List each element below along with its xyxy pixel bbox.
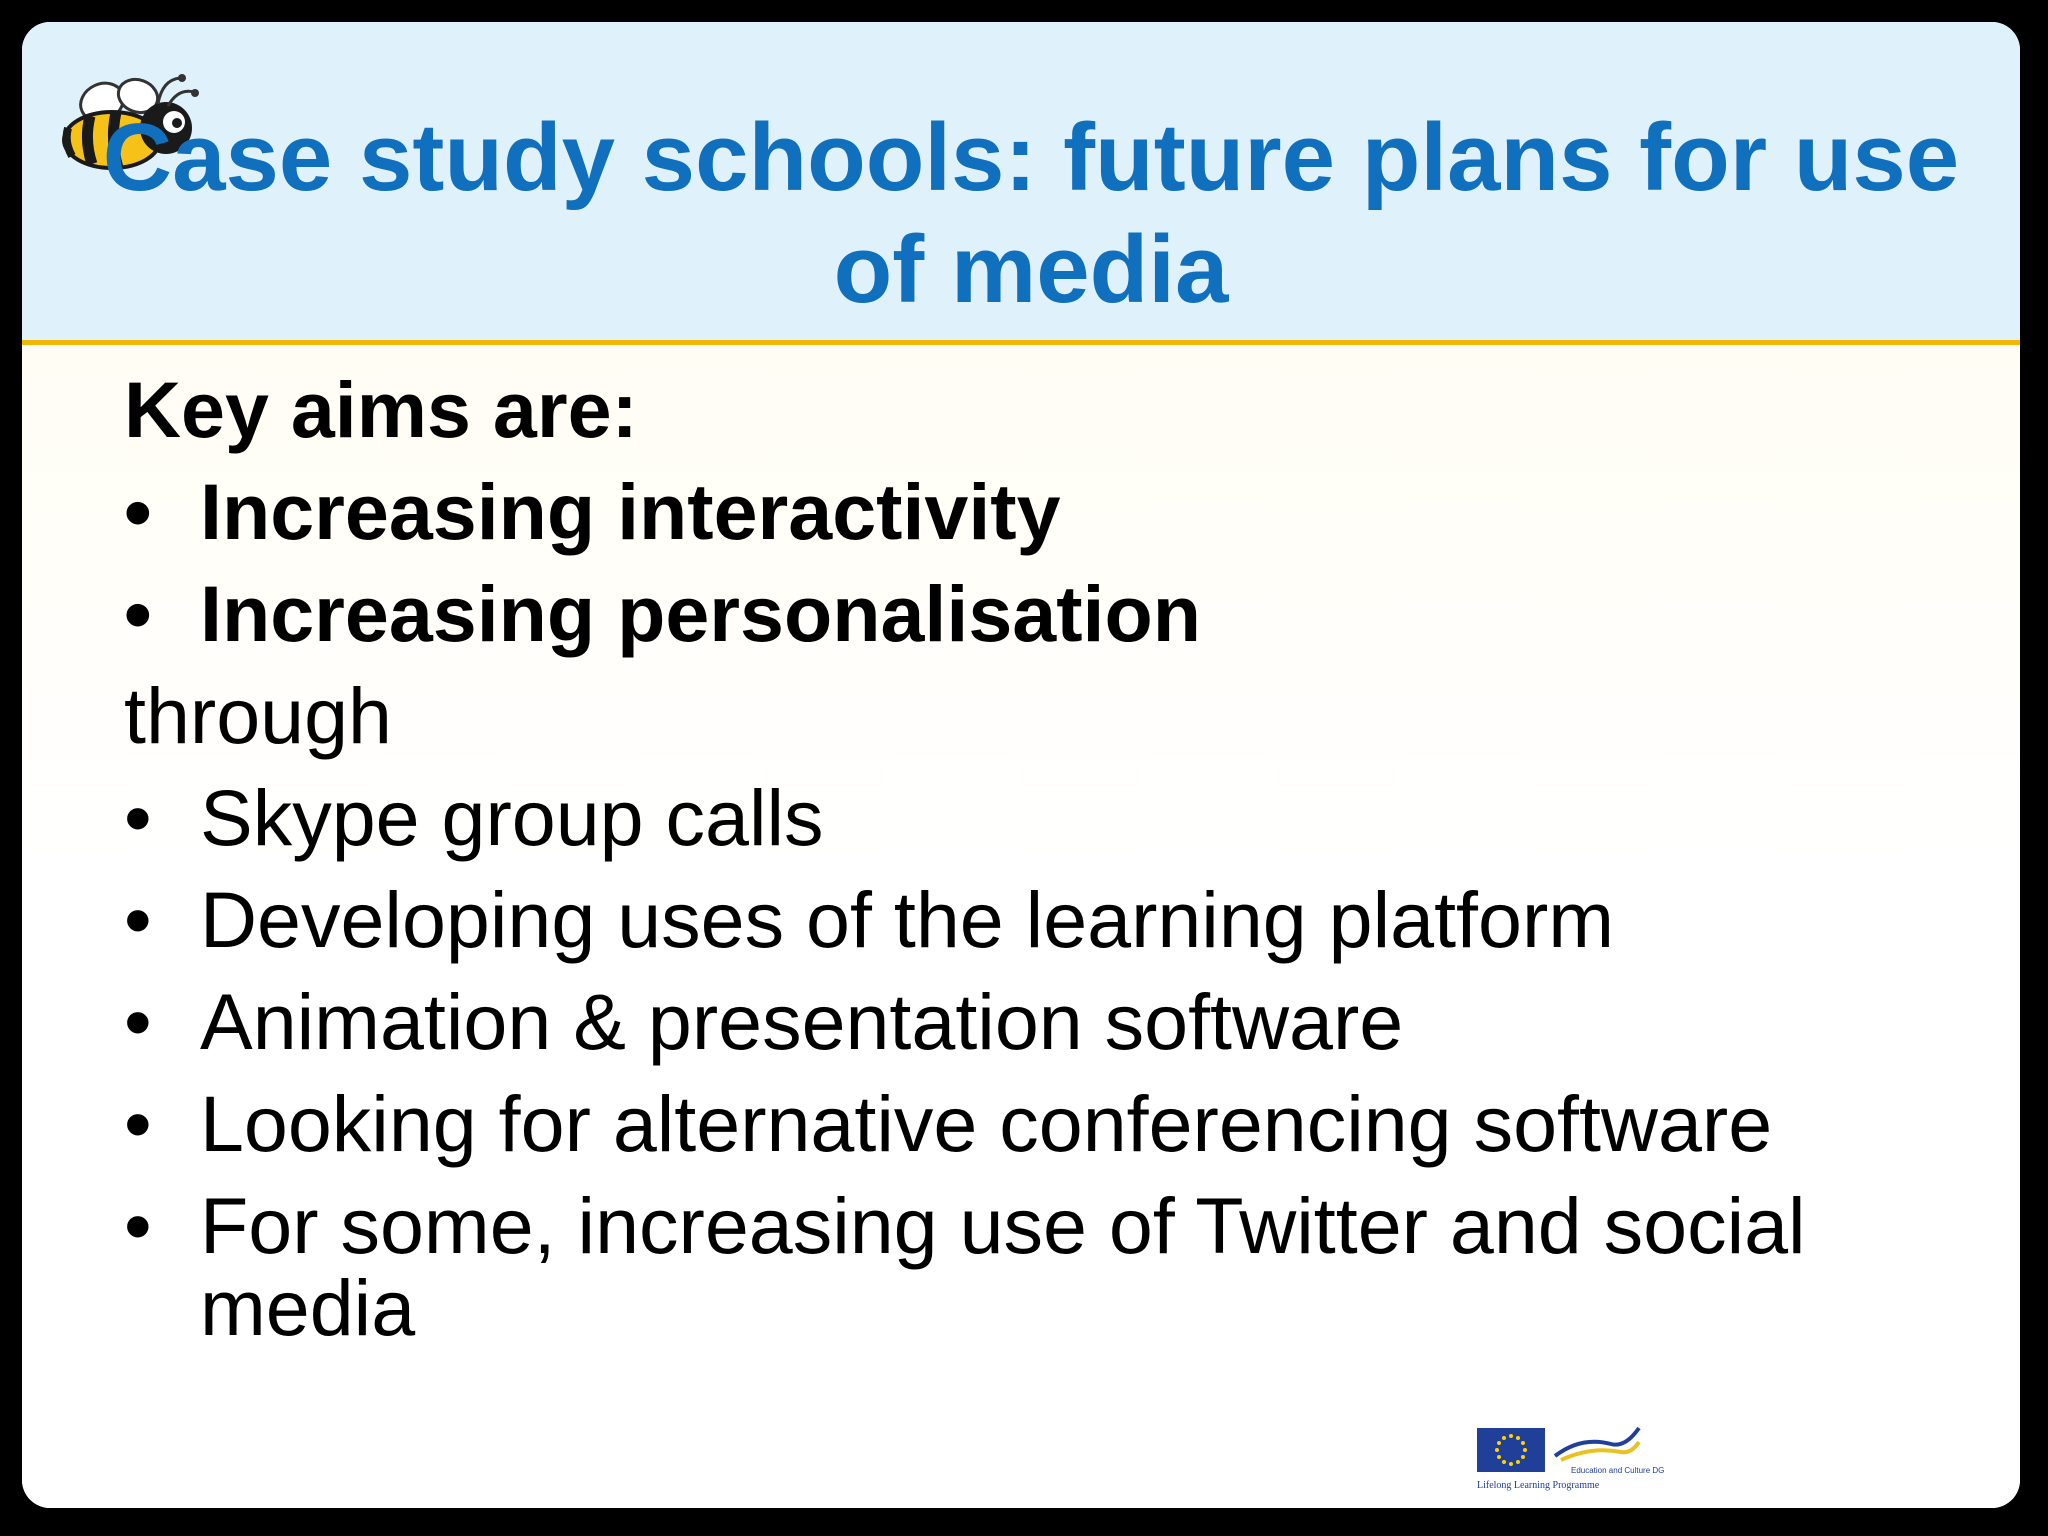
method-item-text: For some, increasing use of Twitter and social media [200, 1181, 1806, 1352]
bullet-icon: • [124, 1079, 152, 1168]
method-item [124, 869, 1984, 971]
llp-swoosh-icon [1551, 1422, 1643, 1466]
bullet-icon: • [124, 467, 152, 556]
connector-text: through [124, 671, 392, 760]
footer-logos [1477, 1422, 1697, 1496]
method-item [124, 767, 1984, 869]
slide-header [22, 22, 2020, 345]
aim-item [124, 461, 1984, 563]
bullet-icon: • [124, 773, 152, 862]
bullet-icon: • [124, 875, 152, 964]
method-item-text: Skype group calls [200, 773, 824, 862]
aim-item [124, 563, 1984, 665]
bullet-icon: • [124, 977, 152, 1066]
aim-item-text: Increasing personalisation [200, 569, 1201, 658]
bullet-icon: • [124, 569, 152, 658]
bullet-icon: • [124, 1181, 152, 1270]
slide-title: Case study schools: future plans for use of media [102, 104, 1960, 323]
programme-label: Lifelong Learning Programme [1477, 1480, 1600, 1491]
method-item [124, 1073, 1984, 1175]
dg-label: Education and Culture DG [1571, 1466, 1665, 1475]
eu-flag-icon [1477, 1428, 1545, 1472]
method-item [124, 1175, 1984, 1359]
method-item [124, 971, 1984, 1073]
method-item-text: Animation & presentation software [200, 977, 1404, 1066]
aim-item-text: Increasing interactivity [200, 467, 1061, 556]
slide-text [124, 359, 1984, 1359]
method-item-text: Developing uses of the learning platform [200, 875, 1615, 964]
method-item-text: Looking for alternative conferencing software [200, 1079, 1773, 1168]
key-aims-heading: Key aims are: [124, 365, 638, 454]
